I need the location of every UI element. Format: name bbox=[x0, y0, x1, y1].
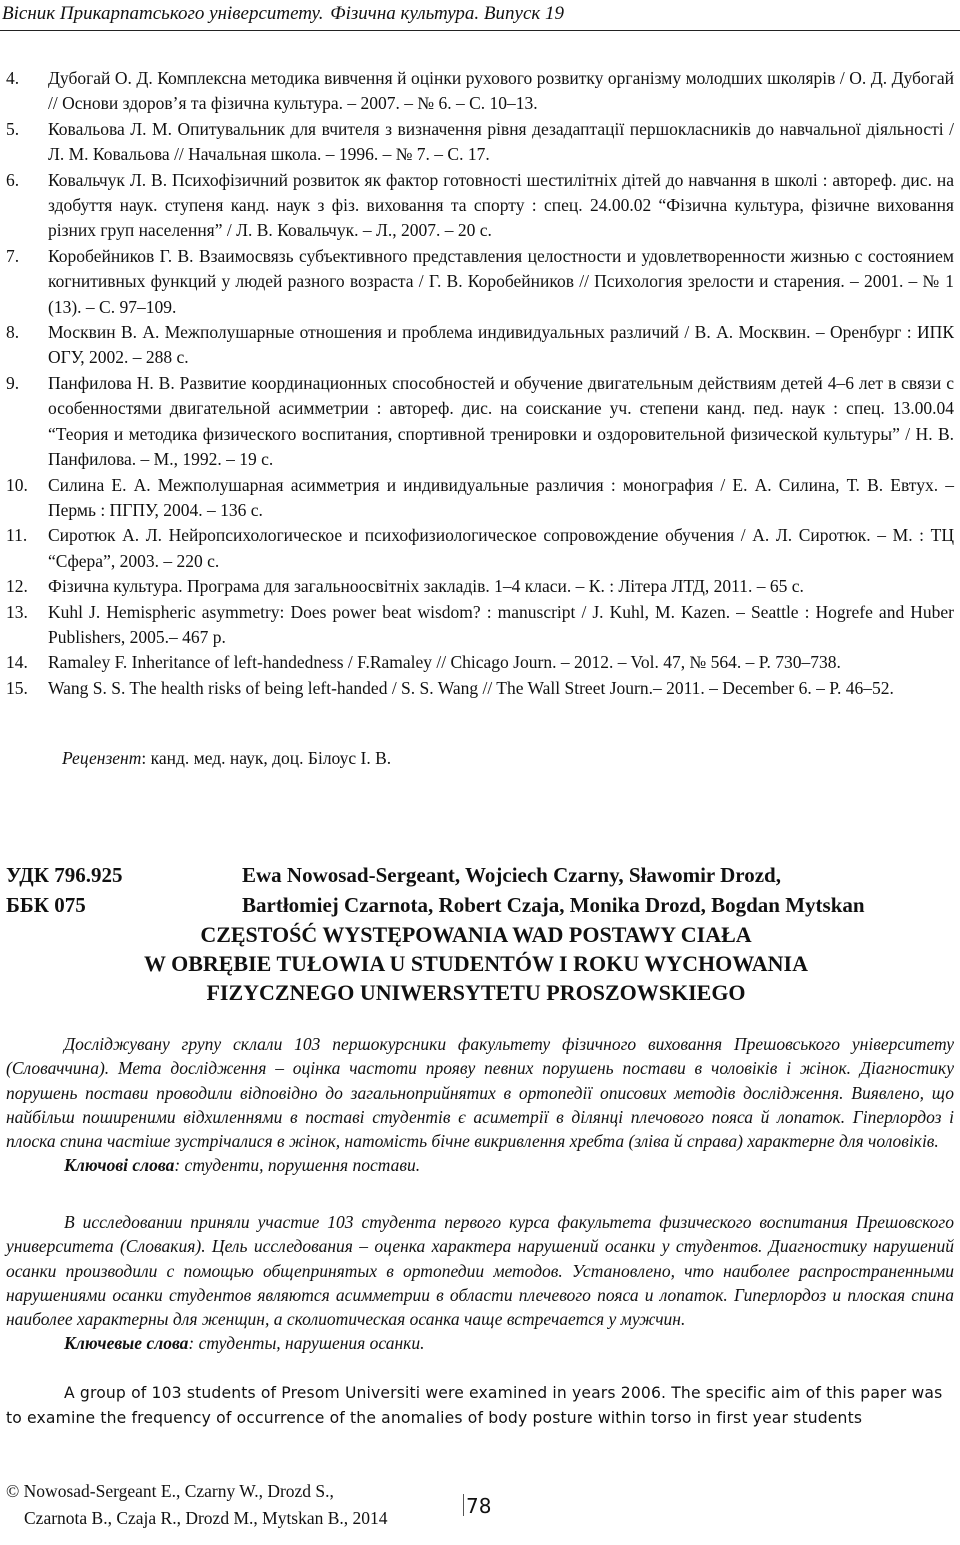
reference-text: Ковальчук Л. В. Психофізичний розвиток як фактор готовності шестилітніх дітей до навчання в школі : автореф. дис. на здобуття наук. ступеня канд. наук з фіз. виховання та спорту : спец. 24.00.02 “Фізична культура, фізичне виховання різних груп населення” / Л. В. Ковальчук. – Л., 2007. – 20 с. bbox=[48, 169, 954, 241]
page-number-divider bbox=[463, 1494, 464, 1516]
journal-title: Вісник Прикарпатського університету. bbox=[2, 3, 324, 24]
reference-text: Wang S. S. The health risks of being left-handed / S. S. Wang // The Wall Street Journ.– 2011. – December 6. – P. 46–52. bbox=[48, 677, 894, 698]
keywords-ru-text: : студенты, нарушения осанки. bbox=[188, 1333, 425, 1354]
reference-number: 10. bbox=[6, 474, 28, 495]
keywords-ua bbox=[6, 1153, 954, 1177]
reference-item bbox=[6, 320, 954, 371]
authors-line-2: Bartłomiej Czarnota, Robert Czaja, Monika Drozd, Bogdan Mytskan bbox=[242, 893, 865, 917]
reference-text: Дубогай О. Д. Комплексна методика вивчення й оцінки рухового розвитку організму молодших школярів / О. Д. Дубогай // Основи здоровʼя та фізична культура. – 2007. – № 6. – С. 10–13. bbox=[48, 68, 954, 114]
bbk-code: ББК 075 bbox=[6, 893, 86, 917]
keywords-ua-text: : студенти, порушення постави. bbox=[174, 1155, 421, 1176]
udk-row bbox=[6, 860, 956, 890]
reference-text: Kuhl J. Hemispheric asymmetry: Does power beat wisdom? : manuscript / J. Kuhl, M. Kazen. – Seattle : Hogrefe and Huber Publishers, 2005.– 467 p. bbox=[48, 601, 954, 647]
reference-number: 7. bbox=[6, 245, 20, 266]
header-rule bbox=[0, 30, 960, 31]
article-title-line-2: W OBRĘBIE TUŁOWIA U STUDENTÓW I ROKU WYCHOWANIA bbox=[143, 951, 809, 976]
copyright-line-1: © Nowosad-Sergeant E., Czarny W., Drozd S., bbox=[6, 1481, 334, 1501]
reference-item bbox=[6, 600, 954, 651]
reference-item bbox=[6, 117, 954, 168]
abstract-russian bbox=[6, 1210, 954, 1356]
abstract-ua-text: Досліджувану групу склали 103 першокурсники факультету фізичного виховання Прешовського університету (Словаччина). Мета дослідження – оцінка частоти прояву певних порушень постави в чоловіків і жінок. Діагностику порушень постави проводили відповідно до загальноприйнятих в ортопедії описових методів дослідження. Виявлено, що найбільш поширеними відхиленнями в поставі студентів є асиметрії в ділянці плечового пояса й лопаток. Гіперлордоз і плоска спина частіше зустрічалися в жінок, натомість бічне викривлення хребта (зліва й справа) характерне для чоловіків. bbox=[6, 1034, 954, 1152]
keywords-ru-label: Ключевые слова bbox=[64, 1333, 189, 1354]
reference-number: 15. bbox=[6, 677, 28, 698]
reference-item bbox=[6, 676, 954, 701]
reference-text: Фізична культура. Програма для загальноосвітніх закладів. 1–4 класи. – К. : Літера ЛТД, 2011. – 65 с. bbox=[48, 576, 804, 597]
article-title-line-3: FIZYCZNEGO UNIWERSYTETU PROSZOWSKIEGO bbox=[206, 980, 746, 1005]
running-head bbox=[0, 0, 960, 30]
page-number bbox=[463, 1492, 491, 1520]
reference-item bbox=[6, 66, 954, 117]
keywords-ua-label: Ключові слова bbox=[64, 1155, 175, 1176]
reference-number: 11. bbox=[6, 525, 28, 546]
reference-number: 5. bbox=[6, 118, 20, 139]
reference-text: Коробейников Г. В. Взаимосвязь субъективного представления целостности и удовлетворенности жизнью с состоянием когнитивных функций у людей разного возраста / Г. В. Коробейников // Психология зрелости и старения. – 2001. – № 1 (13). – С. 97–109. bbox=[48, 245, 954, 317]
reference-number: 12. bbox=[6, 576, 28, 597]
reference-list bbox=[6, 66, 954, 701]
reference-item bbox=[6, 650, 954, 675]
reference-text: Сиротюк А. Л. Нейропсихологическое и психофизиологическое сопровождение обучения / А. Л. Сиротюк. – М. : ТЦ “Сфера”, 2003. – 220 с. bbox=[48, 525, 954, 571]
reference-item bbox=[6, 523, 954, 574]
abstract-ukrainian bbox=[6, 1032, 954, 1178]
reference-item bbox=[6, 244, 954, 320]
reference-item bbox=[6, 574, 954, 599]
reference-text: Ковальова Л. М. Опитувальник для вчителя з визначення рівня дезадаптації першокласників до навчальної діяльності / Л. М. Ковальова // Начальная школа. – 1996. – № 7. – С. 17. bbox=[48, 118, 954, 165]
copyright-line-2: Czarnota B., Czaja R., Drozd M., Mytskan B., 2014 bbox=[24, 1508, 388, 1528]
reviewer-note bbox=[62, 746, 391, 771]
abstract-en-text: A group of 103 students of Presom Universiti were examined in years 2006. The specific aim of this paper was to examine the frequency of occurrence of the anomalies of body posture within torso in first year students bbox=[6, 1384, 943, 1427]
reference-number: 4. bbox=[6, 68, 20, 88]
reference-number: 14. bbox=[6, 652, 28, 673]
abstract-english bbox=[6, 1381, 958, 1431]
keywords-ru bbox=[6, 1331, 954, 1355]
article-header bbox=[6, 860, 956, 1007]
reviewer-label: Рецензент bbox=[62, 748, 142, 768]
reference-number: 8. bbox=[6, 322, 20, 343]
reference-text: Москвин В. А. Межполушарные отношения и проблема индивидуальных различий / В. А. Москвин. – Оренбург : ИПК ОГУ, 2002. – 288 с. bbox=[48, 322, 954, 368]
page-number-value: 78 bbox=[466, 1494, 492, 1518]
reference-number: 13. bbox=[6, 601, 28, 622]
authors-line-1: Ewa Nowosad-Sergeant, Wojciech Czarny, Sławomir Drozd, bbox=[242, 863, 781, 887]
reference-text: Ramaley F. Inheritance of left-handedness / F.Ramaley // Chicago Journ. – 2012. – Vol. 47, № 564. – P. 730–738. bbox=[48, 652, 841, 673]
reference-item bbox=[6, 371, 954, 473]
reference-item bbox=[6, 168, 954, 244]
copyright bbox=[6, 1478, 388, 1532]
article-title-line-1: CZĘSTOŚĆ WYSTĘPOWANIA WAD POSTAWY CIAŁA bbox=[200, 922, 752, 947]
reference-item bbox=[6, 473, 954, 524]
abstract-ru-text: В исследовании приняли участие 103 студента первого курса факультета физического воспитания Прешовского университета (Словакия). Цель исследования – оценка характера нарушений осанки у студентов. Диагностику нарушений осанки производили с помощью общепринятых в ортопедии методов. Установлено, что наиболее распространенными нарушениями осанки студентов являются асимметрии в области плечевого пояса и лопаток. Гиперлордоз и плоская спина наиболее характерны для женщин, а сколиотическая осанка чаще встречается у мужчин. bbox=[6, 1212, 954, 1330]
journal-issue: Фізична культура. Випуск 19 bbox=[325, 3, 565, 24]
udk-code: УДК 796.925 bbox=[6, 863, 123, 887]
reference-number: 6. bbox=[6, 169, 20, 190]
reference-text: Силина Е. А. Межполушарная асимметрия и индивидуальные различия : монография / Е. А. Силина, Т. В. Евтух. – Пермь : ПГПУ, 2004. – 136 с. bbox=[48, 474, 954, 520]
page-footer bbox=[0, 1478, 960, 1545]
reviewer-text: : канд. мед. наук, доц. Білоус І. В. bbox=[141, 748, 392, 768]
bbk-row bbox=[6, 890, 956, 920]
reference-text: Панфилова Н. В. Развитие координационных способностей и обучение двигательным действиям детей 4–6 лет в связи с особенностями двигательной асимметрии : автореф. дис. на соискание уч. степени канд. пед. наук : спец. 13.00.04 “Теория и методика физического воспитания, спортивной тренировки и оздоровительной физической культуры” / Н. В. Панфилова. – М., 1992. – 19 с. bbox=[48, 372, 954, 470]
reference-number: 9. bbox=[6, 372, 20, 393]
